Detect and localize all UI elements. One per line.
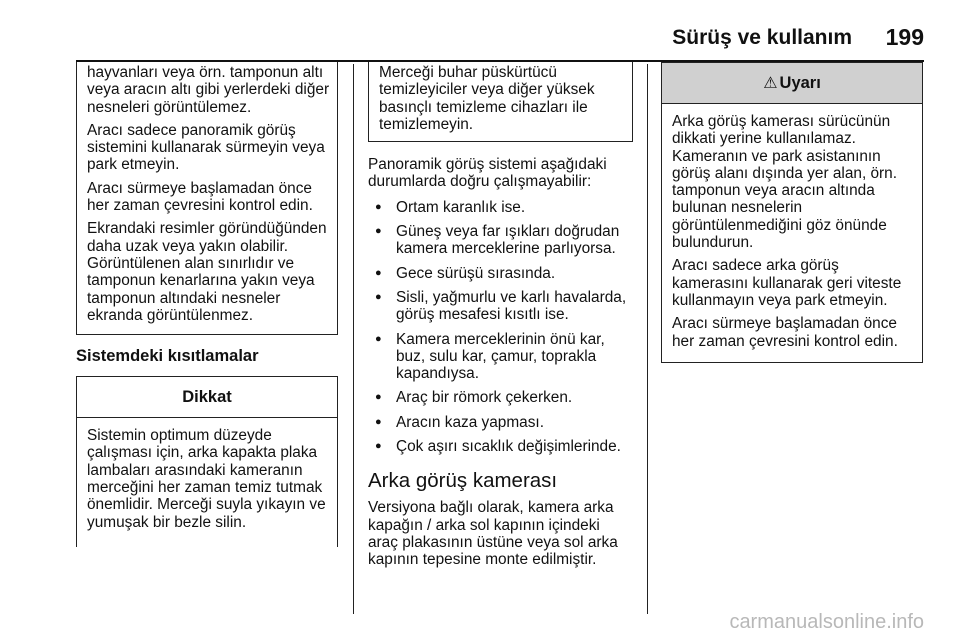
column-2 [368, 62, 633, 575]
list-item: ● Ortam karanlık ise. [368, 199, 633, 216]
continued-warning-box [76, 62, 338, 335]
paragraph: hayvanları veya örn. tamponun altı veya aracın altı gibi yerlerdeki diğer nesneleri görüntülemez. [87, 64, 330, 116]
paragraph: Panoramik görüş sistemi aşağıdaki durumlarda doğru çalışmayabilir: [368, 156, 607, 191]
section-heading: Sistemdeki kısıtlamalar [76, 347, 259, 366]
warning-triangle-icon: ⚠ [763, 75, 778, 92]
warning-paragraph: Arka görüş kamerası sürücünün dikkati yerine kullanılamaz. Kameranın ve park asistanının görüş alanı dışında yer alan, örn. tamponun veya aracın altında bulunan nesnelerin görüntülenmediğini göz önünde bulundurun. [672, 113, 898, 252]
paragraph: Ekrandaki resimler göründüğünden daha uzak veya yakın olabilir. Görüntülenen alan sınırlıdır ve tamponun kenarlarına yakın veya tamponun altındaki nesneler ekranda görüntülenmez. [87, 220, 327, 324]
list-item: ● Çok aşırı sıcaklık değişimlerinde. [368, 438, 633, 455]
warning-title: Uyarı [779, 74, 821, 92]
column-divider-2 [647, 64, 648, 614]
warning-paragraph: Aracı sadece arka görüş kamerasını kullanarak geri viteste kullanmayın veya park etmeyin. [672, 257, 902, 309]
page-header [0, 16, 960, 56]
warning-box [661, 62, 923, 363]
caution-continued-text: Merceği buhar püskürtücü temizleyiciler veya diğer yüksek basınçlı temizleme cihazları ile temizlemeyin. [379, 64, 595, 133]
section-heading: Arka görüş kamerası [368, 469, 558, 493]
page-number: 199 [885, 24, 924, 50]
column-divider-1 [353, 64, 354, 614]
paragraph: Aracı sadece panoramik görüş sistemini kullanarak sürmeyin veya park etmeyin. [87, 121, 325, 174]
list-item: ● Sisli, yağmurlu ve karlı havalarda, görüş mesafesi kısıtlı ise. [368, 289, 633, 324]
column-1 [76, 62, 338, 547]
paragraph: Aracı sürmeye başlamadan önce her zaman çevresini kontrol edin. [87, 179, 313, 215]
conditions-list [368, 199, 633, 456]
caution-title: Dikkat [77, 377, 337, 418]
list-item: ● Kamera merceklerinin önü kar, buz, sulu kar, çamur, toprakla kapandıysa. [368, 331, 633, 383]
header-title: Sürüş ve kullanım [672, 26, 852, 49]
list-item: ● Güneş veya far ışıkları doğrudan kamera merceklerine parlıyorsa. [368, 223, 633, 258]
list-item: ● Aracın kaza yapması. [368, 414, 633, 431]
list-item: ● Gece sürüşü sırasında. [368, 265, 633, 282]
continued-caution-box [368, 62, 633, 142]
warning-paragraph: Aracı sürmeye başlamadan önce her zaman çevresini kontrol edin. [672, 315, 898, 350]
caution-box [76, 376, 338, 547]
watermark: carmanualsonline.info [729, 611, 924, 633]
column-3 [661, 62, 923, 363]
warning-header [662, 63, 922, 104]
paragraph: Versiyona bağlı olarak, kamera arka kapağın / arka sol kapının içindeki araç plakasının üstüne veya sol arka kapının tepesine monte edilmiştir. [368, 499, 618, 569]
caution-text: Sistemin optimum düzeyde çalışması için, arka kapakta plaka lambaları arasındaki kameranın merceğini her zaman temiz tutmak önemlidir. Merceği suyla yıkayın ve yumuşak bir bezle silin. [87, 427, 326, 531]
list-item: ● Araç bir römork çekerken. [368, 389, 633, 406]
